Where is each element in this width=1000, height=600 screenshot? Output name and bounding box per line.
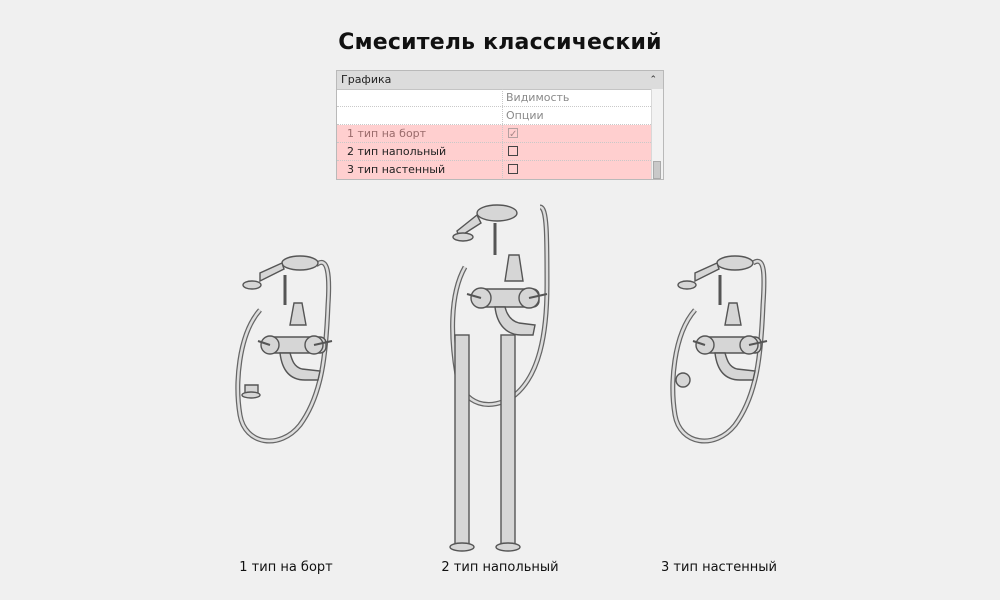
faucet-floor-standing-illustration: [435, 195, 565, 555]
param-value-type3: [503, 161, 653, 178]
group-label-visibility: Видимость: [503, 89, 653, 106]
chevron-double-up-icon[interactable]: ⌃: [649, 75, 657, 85]
caption-type1: 1 тип на борт: [239, 560, 333, 575]
scrollbar-thumb[interactable]: [653, 161, 661, 179]
table-row: [337, 89, 653, 107]
group-label-options: Опции: [503, 107, 653, 124]
panel-scrollbar[interactable]: [651, 89, 663, 179]
table-row: [337, 161, 653, 179]
param-name-type1: 1 тип на борт: [337, 125, 503, 142]
param-name-type3: 3 тип настенный: [337, 161, 503, 178]
caption-type3: 3 тип настенный: [661, 560, 777, 575]
checkbox-type3[interactable]: [508, 164, 518, 174]
table-row: [337, 107, 653, 125]
param-value-type1: [503, 125, 653, 142]
caption-type2: 2 тип напольный: [441, 560, 559, 575]
section-header-label: Графика: [341, 73, 392, 86]
checkbox-type2[interactable]: [508, 146, 518, 156]
section-header-graphics[interactable]: [337, 71, 663, 90]
param-name: [337, 107, 503, 124]
table-row: [337, 143, 653, 161]
faucet-deck-mounted-illustration: [230, 245, 350, 455]
checkbox-type1[interactable]: [508, 128, 518, 138]
param-value-type2: [503, 143, 653, 160]
param-name-type2: 2 тип напольный: [337, 143, 503, 160]
page-title: Смеситель классический: [338, 30, 662, 55]
param-name: [337, 89, 503, 106]
table-row: [337, 125, 653, 143]
properties-panel: [336, 70, 664, 180]
faucet-wall-mounted-illustration: [665, 245, 785, 455]
